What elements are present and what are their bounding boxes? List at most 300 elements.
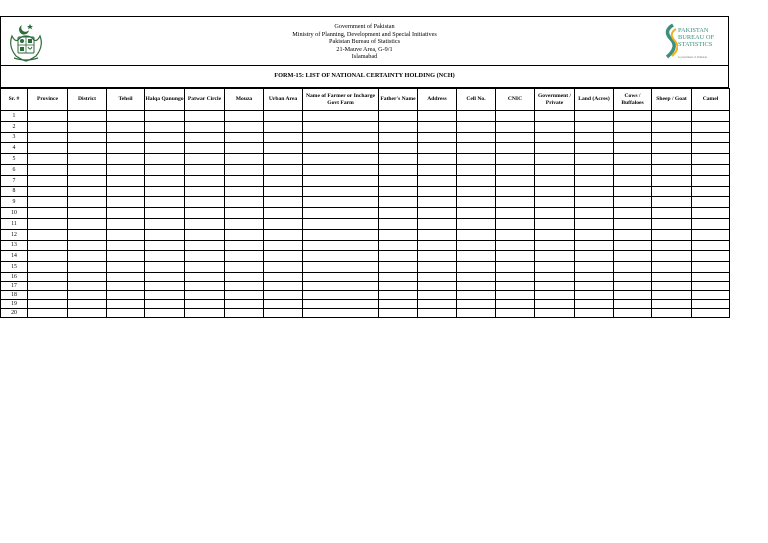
table-cell[interactable]	[535, 240, 575, 251]
table-cell[interactable]	[145, 308, 185, 317]
table-cell[interactable]	[457, 121, 496, 132]
table-cell[interactable]	[614, 208, 652, 219]
table-cell[interactable]	[225, 290, 264, 299]
table-cell[interactable]	[692, 240, 730, 251]
table-cell[interactable]	[379, 251, 418, 262]
table-cell[interactable]	[614, 262, 652, 273]
table-cell[interactable]	[692, 164, 730, 175]
table-cell[interactable]	[457, 143, 496, 154]
table-cell[interactable]	[496, 121, 535, 132]
table-cell[interactable]	[418, 240, 457, 251]
table-cell[interactable]	[457, 164, 496, 175]
table-cell[interactable]	[145, 175, 185, 186]
table-cell[interactable]	[652, 143, 692, 154]
table-cell[interactable]	[68, 262, 107, 273]
table-cell[interactable]	[185, 143, 225, 154]
table-cell[interactable]	[145, 208, 185, 219]
table-cell[interactable]	[614, 251, 652, 262]
table-cell[interactable]	[107, 143, 145, 154]
table-cell[interactable]	[145, 299, 185, 308]
table-cell[interactable]	[692, 132, 730, 143]
table-cell[interactable]	[652, 251, 692, 262]
table-cell[interactable]	[575, 164, 614, 175]
table-cell[interactable]	[68, 308, 107, 317]
table-cell[interactable]	[185, 132, 225, 143]
table-cell[interactable]	[496, 164, 535, 175]
table-cell[interactable]	[264, 290, 303, 299]
table-cell[interactable]	[535, 154, 575, 165]
table-cell[interactable]	[418, 290, 457, 299]
table-cell[interactable]	[379, 111, 418, 122]
table-cell[interactable]	[264, 251, 303, 262]
table-cell[interactable]	[535, 308, 575, 317]
table-cell[interactable]	[652, 240, 692, 251]
table-cell[interactable]	[692, 229, 730, 240]
table-cell[interactable]	[496, 272, 535, 281]
table-cell[interactable]	[457, 240, 496, 251]
table-cell[interactable]	[145, 251, 185, 262]
table-cell[interactable]	[418, 143, 457, 154]
table-cell[interactable]	[535, 272, 575, 281]
table-cell[interactable]	[575, 240, 614, 251]
table-cell[interactable]	[692, 308, 730, 317]
table-cell[interactable]	[379, 272, 418, 281]
table-cell[interactable]	[107, 164, 145, 175]
table-cell[interactable]	[107, 111, 145, 122]
table-cell[interactable]	[107, 281, 145, 290]
table-cell[interactable]	[145, 121, 185, 132]
table-cell[interactable]	[692, 208, 730, 219]
table-cell[interactable]	[496, 281, 535, 290]
table-cell[interactable]	[652, 186, 692, 197]
table-cell[interactable]	[225, 143, 264, 154]
table-cell[interactable]	[575, 251, 614, 262]
table-cell[interactable]	[457, 218, 496, 229]
table-cell[interactable]	[145, 240, 185, 251]
table-cell[interactable]	[145, 111, 185, 122]
table-cell[interactable]	[107, 208, 145, 219]
table-cell[interactable]	[496, 154, 535, 165]
table-cell[interactable]	[379, 240, 418, 251]
table-cell[interactable]	[68, 132, 107, 143]
table-cell[interactable]	[145, 132, 185, 143]
table-cell[interactable]	[418, 218, 457, 229]
table-cell[interactable]	[185, 299, 225, 308]
table-cell[interactable]	[614, 229, 652, 240]
table-cell[interactable]	[692, 175, 730, 186]
table-cell[interactable]	[535, 197, 575, 208]
table-cell[interactable]	[68, 143, 107, 154]
table-cell[interactable]	[264, 164, 303, 175]
table-cell[interactable]	[379, 154, 418, 165]
table-cell[interactable]	[28, 281, 68, 290]
table-cell[interactable]	[575, 299, 614, 308]
table-cell[interactable]	[28, 290, 68, 299]
table-cell[interactable]	[692, 143, 730, 154]
table-cell[interactable]	[185, 272, 225, 281]
table-cell[interactable]	[652, 121, 692, 132]
table-cell[interactable]	[225, 154, 264, 165]
table-cell[interactable]	[264, 111, 303, 122]
table-cell[interactable]	[28, 197, 68, 208]
table-cell[interactable]	[692, 218, 730, 229]
table-cell[interactable]	[652, 262, 692, 273]
table-cell[interactable]	[614, 121, 652, 132]
table-cell[interactable]	[379, 121, 418, 132]
table-cell[interactable]	[418, 262, 457, 273]
table-cell[interactable]	[496, 251, 535, 262]
table-cell[interactable]	[418, 208, 457, 219]
table-cell[interactable]	[28, 121, 68, 132]
table-cell[interactable]	[496, 218, 535, 229]
table-cell[interactable]	[379, 308, 418, 317]
table-cell[interactable]	[496, 111, 535, 122]
table-cell[interactable]	[652, 308, 692, 317]
table-cell[interactable]	[185, 175, 225, 186]
table-cell[interactable]	[457, 111, 496, 122]
table-cell[interactable]	[575, 132, 614, 143]
table-cell[interactable]	[303, 262, 379, 273]
table-cell[interactable]	[145, 164, 185, 175]
table-cell[interactable]	[107, 262, 145, 273]
table-cell[interactable]	[575, 186, 614, 197]
table-cell[interactable]	[225, 186, 264, 197]
table-cell[interactable]	[496, 299, 535, 308]
table-cell[interactable]	[379, 281, 418, 290]
table-cell[interactable]	[575, 229, 614, 240]
table-cell[interactable]	[535, 299, 575, 308]
table-cell[interactable]	[496, 240, 535, 251]
table-cell[interactable]	[264, 197, 303, 208]
table-cell[interactable]	[185, 218, 225, 229]
table-cell[interactable]	[185, 240, 225, 251]
table-cell[interactable]	[264, 272, 303, 281]
table-cell[interactable]	[614, 308, 652, 317]
table-cell[interactable]	[303, 175, 379, 186]
table-cell[interactable]	[68, 111, 107, 122]
table-cell[interactable]	[379, 175, 418, 186]
table-cell[interactable]	[303, 299, 379, 308]
table-cell[interactable]	[614, 290, 652, 299]
table-cell[interactable]	[418, 132, 457, 143]
table-cell[interactable]	[614, 164, 652, 175]
table-cell[interactable]	[457, 229, 496, 240]
table-cell[interactable]	[68, 186, 107, 197]
table-cell[interactable]	[68, 208, 107, 219]
table-cell[interactable]	[379, 218, 418, 229]
table-cell[interactable]	[379, 132, 418, 143]
table-cell[interactable]	[185, 197, 225, 208]
table-cell[interactable]	[264, 262, 303, 273]
table-cell[interactable]	[107, 132, 145, 143]
table-cell[interactable]	[145, 197, 185, 208]
table-cell[interactable]	[145, 262, 185, 273]
table-cell[interactable]	[28, 240, 68, 251]
table-cell[interactable]	[575, 197, 614, 208]
table-cell[interactable]	[457, 186, 496, 197]
table-cell[interactable]	[614, 154, 652, 165]
table-cell[interactable]	[692, 121, 730, 132]
table-cell[interactable]	[496, 308, 535, 317]
table-cell[interactable]	[303, 164, 379, 175]
table-cell[interactable]	[185, 290, 225, 299]
table-cell[interactable]	[28, 262, 68, 273]
table-cell[interactable]	[418, 281, 457, 290]
table-cell[interactable]	[575, 175, 614, 186]
table-cell[interactable]	[28, 229, 68, 240]
table-cell[interactable]	[107, 175, 145, 186]
table-cell[interactable]	[575, 143, 614, 154]
table-cell[interactable]	[68, 154, 107, 165]
table-cell[interactable]	[68, 164, 107, 175]
table-cell[interactable]	[575, 281, 614, 290]
table-cell[interactable]	[185, 164, 225, 175]
table-cell[interactable]	[68, 290, 107, 299]
table-cell[interactable]	[379, 197, 418, 208]
table-cell[interactable]	[107, 197, 145, 208]
table-cell[interactable]	[418, 251, 457, 262]
table-cell[interactable]	[264, 154, 303, 165]
table-cell[interactable]	[303, 229, 379, 240]
table-cell[interactable]	[418, 111, 457, 122]
table-cell[interactable]	[303, 186, 379, 197]
table-cell[interactable]	[303, 290, 379, 299]
table-cell[interactable]	[575, 308, 614, 317]
table-cell[interactable]	[457, 281, 496, 290]
table-cell[interactable]	[28, 111, 68, 122]
table-cell[interactable]	[457, 262, 496, 273]
table-cell[interactable]	[535, 281, 575, 290]
table-cell[interactable]	[418, 229, 457, 240]
table-cell[interactable]	[614, 281, 652, 290]
table-cell[interactable]	[575, 262, 614, 273]
table-cell[interactable]	[68, 197, 107, 208]
table-cell[interactable]	[264, 281, 303, 290]
table-cell[interactable]	[225, 262, 264, 273]
table-cell[interactable]	[264, 143, 303, 154]
table-cell[interactable]	[496, 262, 535, 273]
table-cell[interactable]	[303, 121, 379, 132]
table-cell[interactable]	[457, 132, 496, 143]
table-cell[interactable]	[28, 132, 68, 143]
table-cell[interactable]	[303, 308, 379, 317]
table-cell[interactable]	[28, 175, 68, 186]
table-cell[interactable]	[145, 229, 185, 240]
table-cell[interactable]	[457, 272, 496, 281]
table-cell[interactable]	[68, 272, 107, 281]
table-cell[interactable]	[68, 175, 107, 186]
table-cell[interactable]	[264, 299, 303, 308]
table-cell[interactable]	[185, 262, 225, 273]
table-cell[interactable]	[145, 290, 185, 299]
table-cell[interactable]	[185, 229, 225, 240]
table-cell[interactable]	[225, 299, 264, 308]
table-cell[interactable]	[107, 308, 145, 317]
table-cell[interactable]	[418, 154, 457, 165]
table-cell[interactable]	[692, 154, 730, 165]
table-cell[interactable]	[535, 175, 575, 186]
table-cell[interactable]	[496, 290, 535, 299]
table-cell[interactable]	[575, 111, 614, 122]
table-cell[interactable]	[457, 208, 496, 219]
table-cell[interactable]	[652, 272, 692, 281]
table-cell[interactable]	[496, 208, 535, 219]
table-cell[interactable]	[496, 175, 535, 186]
table-cell[interactable]	[185, 208, 225, 219]
table-cell[interactable]	[535, 143, 575, 154]
table-cell[interactable]	[225, 111, 264, 122]
table-cell[interactable]	[225, 272, 264, 281]
table-cell[interactable]	[379, 229, 418, 240]
table-cell[interactable]	[418, 308, 457, 317]
table-cell[interactable]	[185, 111, 225, 122]
table-cell[interactable]	[225, 229, 264, 240]
table-cell[interactable]	[225, 175, 264, 186]
table-cell[interactable]	[496, 186, 535, 197]
table-cell[interactable]	[264, 121, 303, 132]
table-cell[interactable]	[28, 299, 68, 308]
table-cell[interactable]	[28, 218, 68, 229]
table-cell[interactable]	[185, 251, 225, 262]
table-cell[interactable]	[575, 154, 614, 165]
table-cell[interactable]	[225, 251, 264, 262]
table-cell[interactable]	[614, 186, 652, 197]
table-cell[interactable]	[145, 272, 185, 281]
table-cell[interactable]	[68, 281, 107, 290]
table-cell[interactable]	[303, 111, 379, 122]
table-cell[interactable]	[107, 290, 145, 299]
table-cell[interactable]	[379, 208, 418, 219]
table-cell[interactable]	[107, 186, 145, 197]
table-cell[interactable]	[692, 290, 730, 299]
table-cell[interactable]	[145, 281, 185, 290]
table-cell[interactable]	[535, 111, 575, 122]
table-cell[interactable]	[535, 132, 575, 143]
table-cell[interactable]	[457, 154, 496, 165]
table-cell[interactable]	[652, 164, 692, 175]
table-cell[interactable]	[28, 308, 68, 317]
table-cell[interactable]	[614, 218, 652, 229]
table-cell[interactable]	[614, 111, 652, 122]
table-cell[interactable]	[652, 132, 692, 143]
table-cell[interactable]	[692, 262, 730, 273]
table-cell[interactable]	[535, 121, 575, 132]
table-cell[interactable]	[379, 164, 418, 175]
table-cell[interactable]	[303, 281, 379, 290]
table-cell[interactable]	[418, 197, 457, 208]
table-cell[interactable]	[185, 154, 225, 165]
table-cell[interactable]	[185, 308, 225, 317]
table-cell[interactable]	[68, 121, 107, 132]
table-cell[interactable]	[692, 281, 730, 290]
table-cell[interactable]	[185, 186, 225, 197]
table-cell[interactable]	[457, 290, 496, 299]
table-cell[interactable]	[225, 164, 264, 175]
table-cell[interactable]	[225, 308, 264, 317]
table-cell[interactable]	[418, 186, 457, 197]
table-cell[interactable]	[107, 251, 145, 262]
table-cell[interactable]	[379, 186, 418, 197]
table-cell[interactable]	[496, 229, 535, 240]
table-cell[interactable]	[107, 299, 145, 308]
table-cell[interactable]	[303, 272, 379, 281]
table-cell[interactable]	[575, 121, 614, 132]
table-cell[interactable]	[652, 111, 692, 122]
table-cell[interactable]	[418, 175, 457, 186]
table-cell[interactable]	[225, 132, 264, 143]
table-cell[interactable]	[535, 262, 575, 273]
table-cell[interactable]	[614, 175, 652, 186]
table-cell[interactable]	[28, 154, 68, 165]
table-cell[interactable]	[225, 208, 264, 219]
table-cell[interactable]	[379, 290, 418, 299]
table-cell[interactable]	[614, 143, 652, 154]
table-cell[interactable]	[107, 154, 145, 165]
table-cell[interactable]	[457, 197, 496, 208]
table-cell[interactable]	[457, 251, 496, 262]
table-cell[interactable]	[692, 197, 730, 208]
table-cell[interactable]	[652, 281, 692, 290]
table-cell[interactable]	[692, 299, 730, 308]
table-cell[interactable]	[614, 299, 652, 308]
table-cell[interactable]	[614, 132, 652, 143]
table-cell[interactable]	[185, 121, 225, 132]
table-cell[interactable]	[652, 218, 692, 229]
table-cell[interactable]	[418, 272, 457, 281]
table-cell[interactable]	[145, 186, 185, 197]
table-cell[interactable]	[107, 272, 145, 281]
table-cell[interactable]	[652, 208, 692, 219]
table-cell[interactable]	[264, 186, 303, 197]
table-cell[interactable]	[418, 299, 457, 308]
table-cell[interactable]	[575, 218, 614, 229]
table-cell[interactable]	[68, 299, 107, 308]
table-cell[interactable]	[107, 229, 145, 240]
table-cell[interactable]	[264, 132, 303, 143]
table-cell[interactable]	[145, 154, 185, 165]
table-cell[interactable]	[418, 164, 457, 175]
table-cell[interactable]	[496, 197, 535, 208]
table-cell[interactable]	[614, 197, 652, 208]
table-cell[interactable]	[535, 208, 575, 219]
table-cell[interactable]	[225, 281, 264, 290]
table-cell[interactable]	[457, 175, 496, 186]
table-cell[interactable]	[303, 218, 379, 229]
table-cell[interactable]	[225, 197, 264, 208]
table-cell[interactable]	[264, 175, 303, 186]
table-cell[interactable]	[145, 143, 185, 154]
table-cell[interactable]	[264, 208, 303, 219]
table-cell[interactable]	[264, 218, 303, 229]
table-cell[interactable]	[575, 272, 614, 281]
table-cell[interactable]	[28, 143, 68, 154]
table-cell[interactable]	[68, 251, 107, 262]
table-cell[interactable]	[264, 240, 303, 251]
table-cell[interactable]	[652, 197, 692, 208]
table-cell[interactable]	[652, 154, 692, 165]
table-cell[interactable]	[379, 299, 418, 308]
table-cell[interactable]	[28, 272, 68, 281]
table-cell[interactable]	[303, 251, 379, 262]
table-cell[interactable]	[303, 132, 379, 143]
table-cell[interactable]	[28, 186, 68, 197]
table-cell[interactable]	[107, 218, 145, 229]
table-cell[interactable]	[303, 154, 379, 165]
table-cell[interactable]	[692, 251, 730, 262]
table-cell[interactable]	[303, 197, 379, 208]
table-cell[interactable]	[457, 308, 496, 317]
table-cell[interactable]	[535, 229, 575, 240]
